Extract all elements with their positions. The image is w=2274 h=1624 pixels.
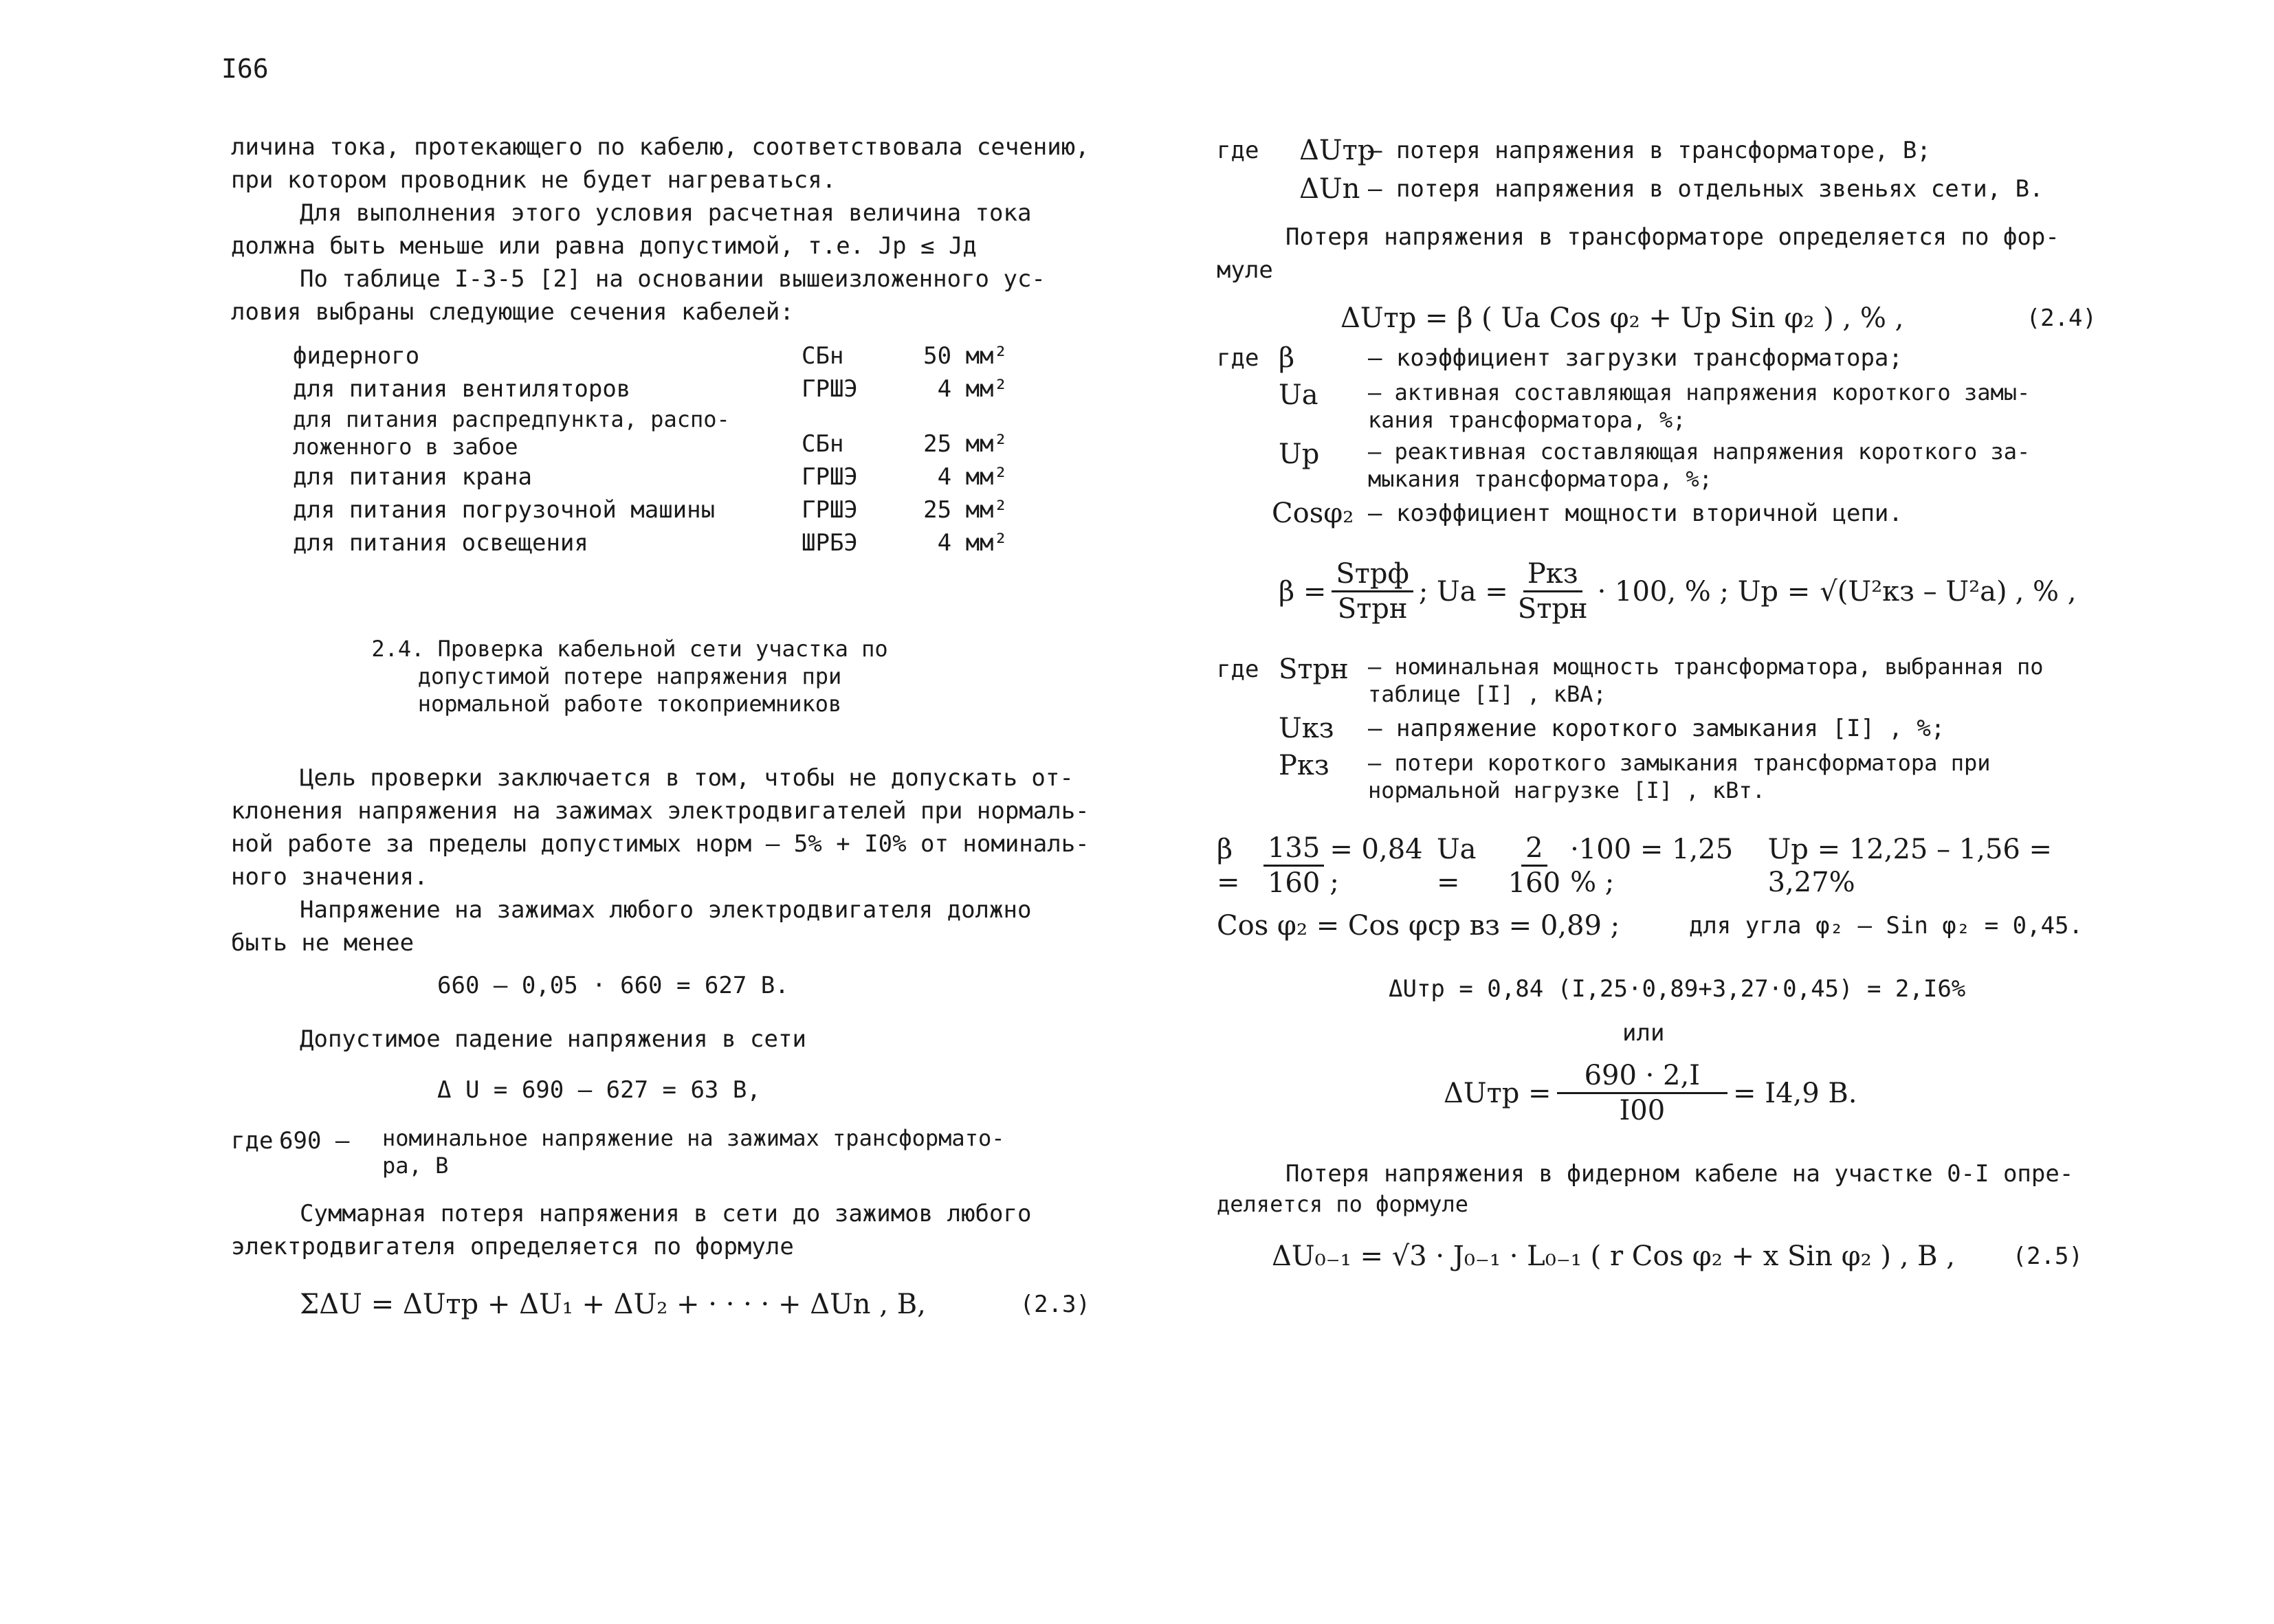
definition-item: Uкз – напряжение короткого замыкания [I] , %; bbox=[1279, 713, 1945, 744]
section-heading: 2.4. Проверка кабельной сети участка по допустимой потере напряжения при нормальной работе токоприемников bbox=[371, 636, 888, 717]
where-block-2: где ΔUтр – потеря напряжения в трансформаторе, В; bbox=[1217, 135, 1931, 166]
or-label: или bbox=[1622, 1019, 1665, 1047]
equation-min-voltage: 660 – 0,05 · 660 = 627 В. bbox=[437, 972, 789, 999]
definition-item: где Sтрн – номинальная мощность трансформатора, выбранная по таблице [I] , кВА; bbox=[1217, 654, 2044, 707]
equation-2-5: ΔU₀₋₁ = √3 · J₀₋₁ · L₀₋₁ ( r Cos φ₂ + x Sin φ₂ ) , В , (2.5) bbox=[1272, 1241, 2083, 1272]
definition-item: Pкз – потери короткого замыкания трансформатора при нормальной нагрузке [I] , кВт. bbox=[1279, 750, 1991, 803]
paragraph-3: По таблице I-3-5 [2] на основании вышеизложенного ус- ловия выбраны следующие сечения кабелей: bbox=[231, 265, 1046, 326]
table-row: для питания вентиляторов ГРШЭ 4 мм² bbox=[293, 375, 1008, 403]
table-row: для питания погрузочной машины ГРШЭ 25 мм² bbox=[293, 496, 1008, 524]
left-column bbox=[231, 131, 1090, 1321]
equation-du-tr-percent: ΔUтр = 0,84 (I,25·0,89+3,27·0,45) = 2,I6% bbox=[1389, 975, 1966, 1003]
table-row: фидерного СБн 50 мм² bbox=[293, 342, 1008, 370]
paragraph-4: Цель проверки заключается в том, чтобы не допускать от- клонения напряжения на зажимах электродвигателей при нормаль- ной работе за пределы допустимых норм – 5% + I0% от номиналь- ного значения. bbox=[231, 764, 1090, 891]
paragraph-5: Напряжение на зажимах любого электродвигателя должно быть не менее bbox=[231, 896, 1032, 957]
cos-phi-line: Cos φ₂ = Cos φср вз = 0,89 ; для угла φ₂ – Sin φ₂ = 0,45. bbox=[1217, 910, 2083, 942]
table-row: для питания распредпункта, распо- ложенного в забое СБн 25 мм² bbox=[293, 406, 1008, 460]
definition-item: где β – коэффициент загрузки трансформатора; bbox=[1217, 342, 1903, 374]
right-column: где ΔUтр – потеря напряжения в трансформаторе, В; ΔUn – потеря напряжения в отдельных звеньях сети, В. Потеря напряжения в трансформаторе определяется по фор- муле ΔUтр = β ( Uа Cos φ₂ + Uр Sin φ₂ ) , % , (2.4) где β – коэффициент загрузки трансформатора; Uа – активная составляющая напряжения короткого замы- кания трансформатора, %; Uр – реактивная составляющая напряжения короткого за- мыкания трансформатора, %; Cosφ₂ – коэффициент мощности вторичной цепи. β = $\frac{\text{Sтрф}}{\text{Sтрн}}$ ; Uа = $\frac{\text{Pкз}}{\text{Sтрн}}$ · 100, % ; Uр = √(U²кз – U²а) , % , где Sтрн – номинальная мощность трансформатора, выбранная по таблице [I] , кВА; Uкз – напряжение короткого замыкания [I] , %; Pкз – потери короткого замыкания трансформатора при нормальной нагрузке [I] , кВт. β = $\frac{135}{160}$ = 0,84 ; Uа = $\frac{2}{160}$ ·100 = 1,25 % ; Uр = 12,25 – 1,56 = 3,27% Cos φ₂ = Cos φср вз = 0,89 ; для угла φ₂ – Sin φ₂ = 0,45. ΔUтр = 0,84 (I,25·0,89+3,27·0,45) = 2,I6% или ΔUтр = $\frac{690 \cdot 2,I}{I00}$ = I4,9 В. Потеря напряжения в фидерном кабеле на участке 0-I опре- деляется по формуле ΔU₀₋₁ = √3 · J₀₋₁ · L₀₋₁ ( r Cos φ₂ + x Sin φ₂ ) , В , (2.5) bbox=[1217, 135, 2097, 1272]
cable-table bbox=[231, 340, 1090, 559]
equation-voltage-drop: Δ U = 690 – 627 = 63 В, bbox=[437, 1076, 761, 1104]
equation-du-tr-volts: ΔUтр = $\frac{690 \cdot 2,I}{I00}$ = I4,9 В. bbox=[1444, 1060, 1857, 1126]
equation-2-4: ΔUтр = β ( Uа Cos φ₂ + Uр Sin φ₂ ) , % , (2.4) bbox=[1340, 302, 2097, 334]
calc-beta-ua-up: β = $\frac{135}{160}$ = 0,84 ; Uа = $\frac{2}{160}$ ·100 = 1,25 % ; Uр = 12,25 – 1,56 = 3,27% bbox=[1217, 832, 2053, 899]
definition-item: Uа – активная составляющая напряжения короткого замы- кания трансформатора, %; bbox=[1279, 379, 2031, 433]
paragraph-7: Суммарная потеря напряжения в сети до зажимов любого электродвигателя определяется по формуле bbox=[231, 1200, 1032, 1260]
definition-item: Uр – реактивная составляющая напряжения короткого за- мыкания трансформатора, %; bbox=[1279, 438, 2031, 492]
paragraph-r2: Потеря напряжения в фидерном кабеле на участке 0-I опре- деляется по формуле bbox=[1217, 1160, 2074, 1217]
paragraph-r1: Потеря напряжения в трансформаторе определяется по фор- муле bbox=[1217, 223, 2060, 284]
definitions-list-2 bbox=[1217, 653, 2097, 804]
paragraph-1: личина тока, протекающего по кабелю, соответствовала сечению, при котором проводник не будет нагреваться. bbox=[231, 133, 1090, 194]
definitions-list bbox=[1217, 342, 2097, 530]
paragraph-6: Допустимое падение напряжения в сети bbox=[300, 1025, 806, 1053]
paragraph-2: Для выполнения этого условия расчетная величина тока должна быть меньше или равна допустимой, т.е. Jр ≤ Jд bbox=[231, 199, 1032, 260]
equation-2-3: ΣΔU = ΔUтр + ΔU₁ + ΔU₂ + · · · · + ΔUn , В, (2.3) bbox=[300, 1289, 1090, 1320]
table-row: для питания освещения ШРБЭ 4 мм² bbox=[293, 529, 1008, 557]
where-block-1: где 690 – номинальное напряжение на зажимах трансформато- ра, В bbox=[231, 1125, 1005, 1179]
table-row: для питания крана ГРШЭ 4 мм² bbox=[293, 463, 1008, 491]
page-number: I66 bbox=[221, 54, 269, 84]
definition-item: Cosφ₂ – коэффициент мощности вторичной цепи. bbox=[1272, 498, 1903, 529]
formula-beta-ua-up: β = $\frac{\text{Sтрф}}{\text{Sтрн}}$ ; Uа = $\frac{\text{Pкз}}{\text{Sтрн}}$ · 100, % ; Uр = √(U²кз – U²а) , % , bbox=[1279, 558, 2077, 625]
